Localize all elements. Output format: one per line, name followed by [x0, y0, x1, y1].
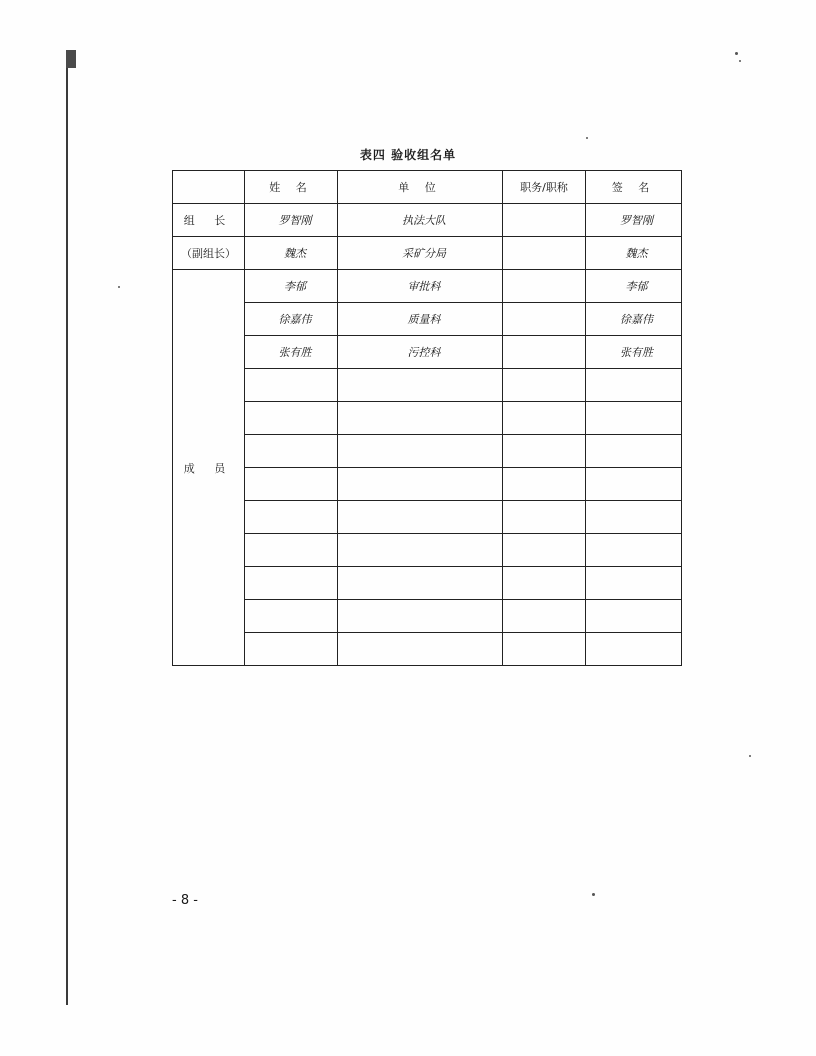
member-signature: 徐嘉伟: [586, 303, 682, 336]
member-signature: [586, 501, 682, 534]
member-name: [245, 600, 338, 633]
member-unit: [338, 369, 503, 402]
page-number: - 8 -: [172, 893, 198, 908]
member-unit: 污控科: [338, 336, 503, 369]
member-unit: [338, 534, 503, 567]
role-leader: 组 长: [173, 204, 245, 237]
member-signature: 张有胜: [586, 336, 682, 369]
member-position: [503, 600, 586, 633]
header-name: 姓 名: [245, 171, 338, 204]
table-row: [173, 633, 682, 666]
member-name: 徐嘉伟: [245, 303, 338, 336]
member-position: [503, 468, 586, 501]
member-unit: [338, 501, 503, 534]
member-signature: 魏杰: [586, 237, 682, 270]
member-unit: [338, 600, 503, 633]
member-unit: 执法大队: [338, 204, 503, 237]
member-position: [503, 567, 586, 600]
member-position: [503, 402, 586, 435]
member-name: [245, 369, 338, 402]
table-row: [173, 567, 682, 600]
scan-speck: [749, 755, 751, 757]
table-row: [173, 534, 682, 567]
binding-edge: [66, 50, 68, 1005]
member-position: [503, 534, 586, 567]
member-unit: 审批科: [338, 270, 503, 303]
role-members: 成 员: [173, 270, 245, 666]
table-row: [173, 369, 682, 402]
member-name: 李郁: [245, 270, 338, 303]
member-signature: [586, 468, 682, 501]
member-unit: [338, 567, 503, 600]
member-signature: [586, 633, 682, 666]
member-unit: [338, 435, 503, 468]
member-signature: 罗智刚: [586, 204, 682, 237]
member-position: [503, 369, 586, 402]
member-name: [245, 567, 338, 600]
member-position: [503, 435, 586, 468]
table-row: [173, 501, 682, 534]
member-position: [503, 336, 586, 369]
scan-speck: [735, 52, 738, 55]
corner-mark: [66, 50, 76, 68]
table-row: [173, 303, 682, 336]
table-row: [173, 336, 682, 369]
member-position: [503, 237, 586, 270]
scan-speck: [739, 60, 741, 62]
role-deputy: （副组长）: [173, 237, 245, 270]
table-row: [173, 237, 682, 270]
scan-speck: [118, 286, 120, 288]
member-unit: 采矿分局: [338, 237, 503, 270]
member-name: [245, 402, 338, 435]
member-signature: [586, 402, 682, 435]
member-name: 罗智刚: [245, 204, 338, 237]
member-signature: [586, 567, 682, 600]
member-position: [503, 633, 586, 666]
acceptance-group-table: [172, 170, 682, 666]
member-position: [503, 204, 586, 237]
header-role: [173, 171, 245, 204]
table-row: [173, 600, 682, 633]
member-unit: [338, 468, 503, 501]
member-signature: [586, 600, 682, 633]
table-row: [173, 204, 682, 237]
scan-speck: [592, 893, 595, 896]
member-unit: 质量科: [338, 303, 503, 336]
table-row: [173, 435, 682, 468]
member-unit: [338, 633, 503, 666]
member-name: [245, 501, 338, 534]
member-name: 魏杰: [245, 237, 338, 270]
member-signature: [586, 534, 682, 567]
member-position: [503, 501, 586, 534]
table-row: [173, 270, 682, 303]
member-unit: [338, 402, 503, 435]
table-row: [173, 402, 682, 435]
member-name: [245, 633, 338, 666]
member-name: 张有胜: [245, 336, 338, 369]
member-signature: [586, 435, 682, 468]
member-signature: 李郁: [586, 270, 682, 303]
member-name: [245, 468, 338, 501]
member-signature: [586, 369, 682, 402]
table-title: 表四 验收组名单: [359, 148, 457, 162]
scan-speck: [586, 137, 588, 139]
header-unit: 单 位: [338, 171, 503, 204]
table-header-row: [173, 171, 682, 204]
member-name: [245, 435, 338, 468]
member-position: [503, 270, 586, 303]
member-name: [245, 534, 338, 567]
header-signature: 签 名: [586, 171, 682, 204]
table-row: [173, 468, 682, 501]
header-position: 职务/职称: [503, 171, 586, 204]
member-position: [503, 303, 586, 336]
